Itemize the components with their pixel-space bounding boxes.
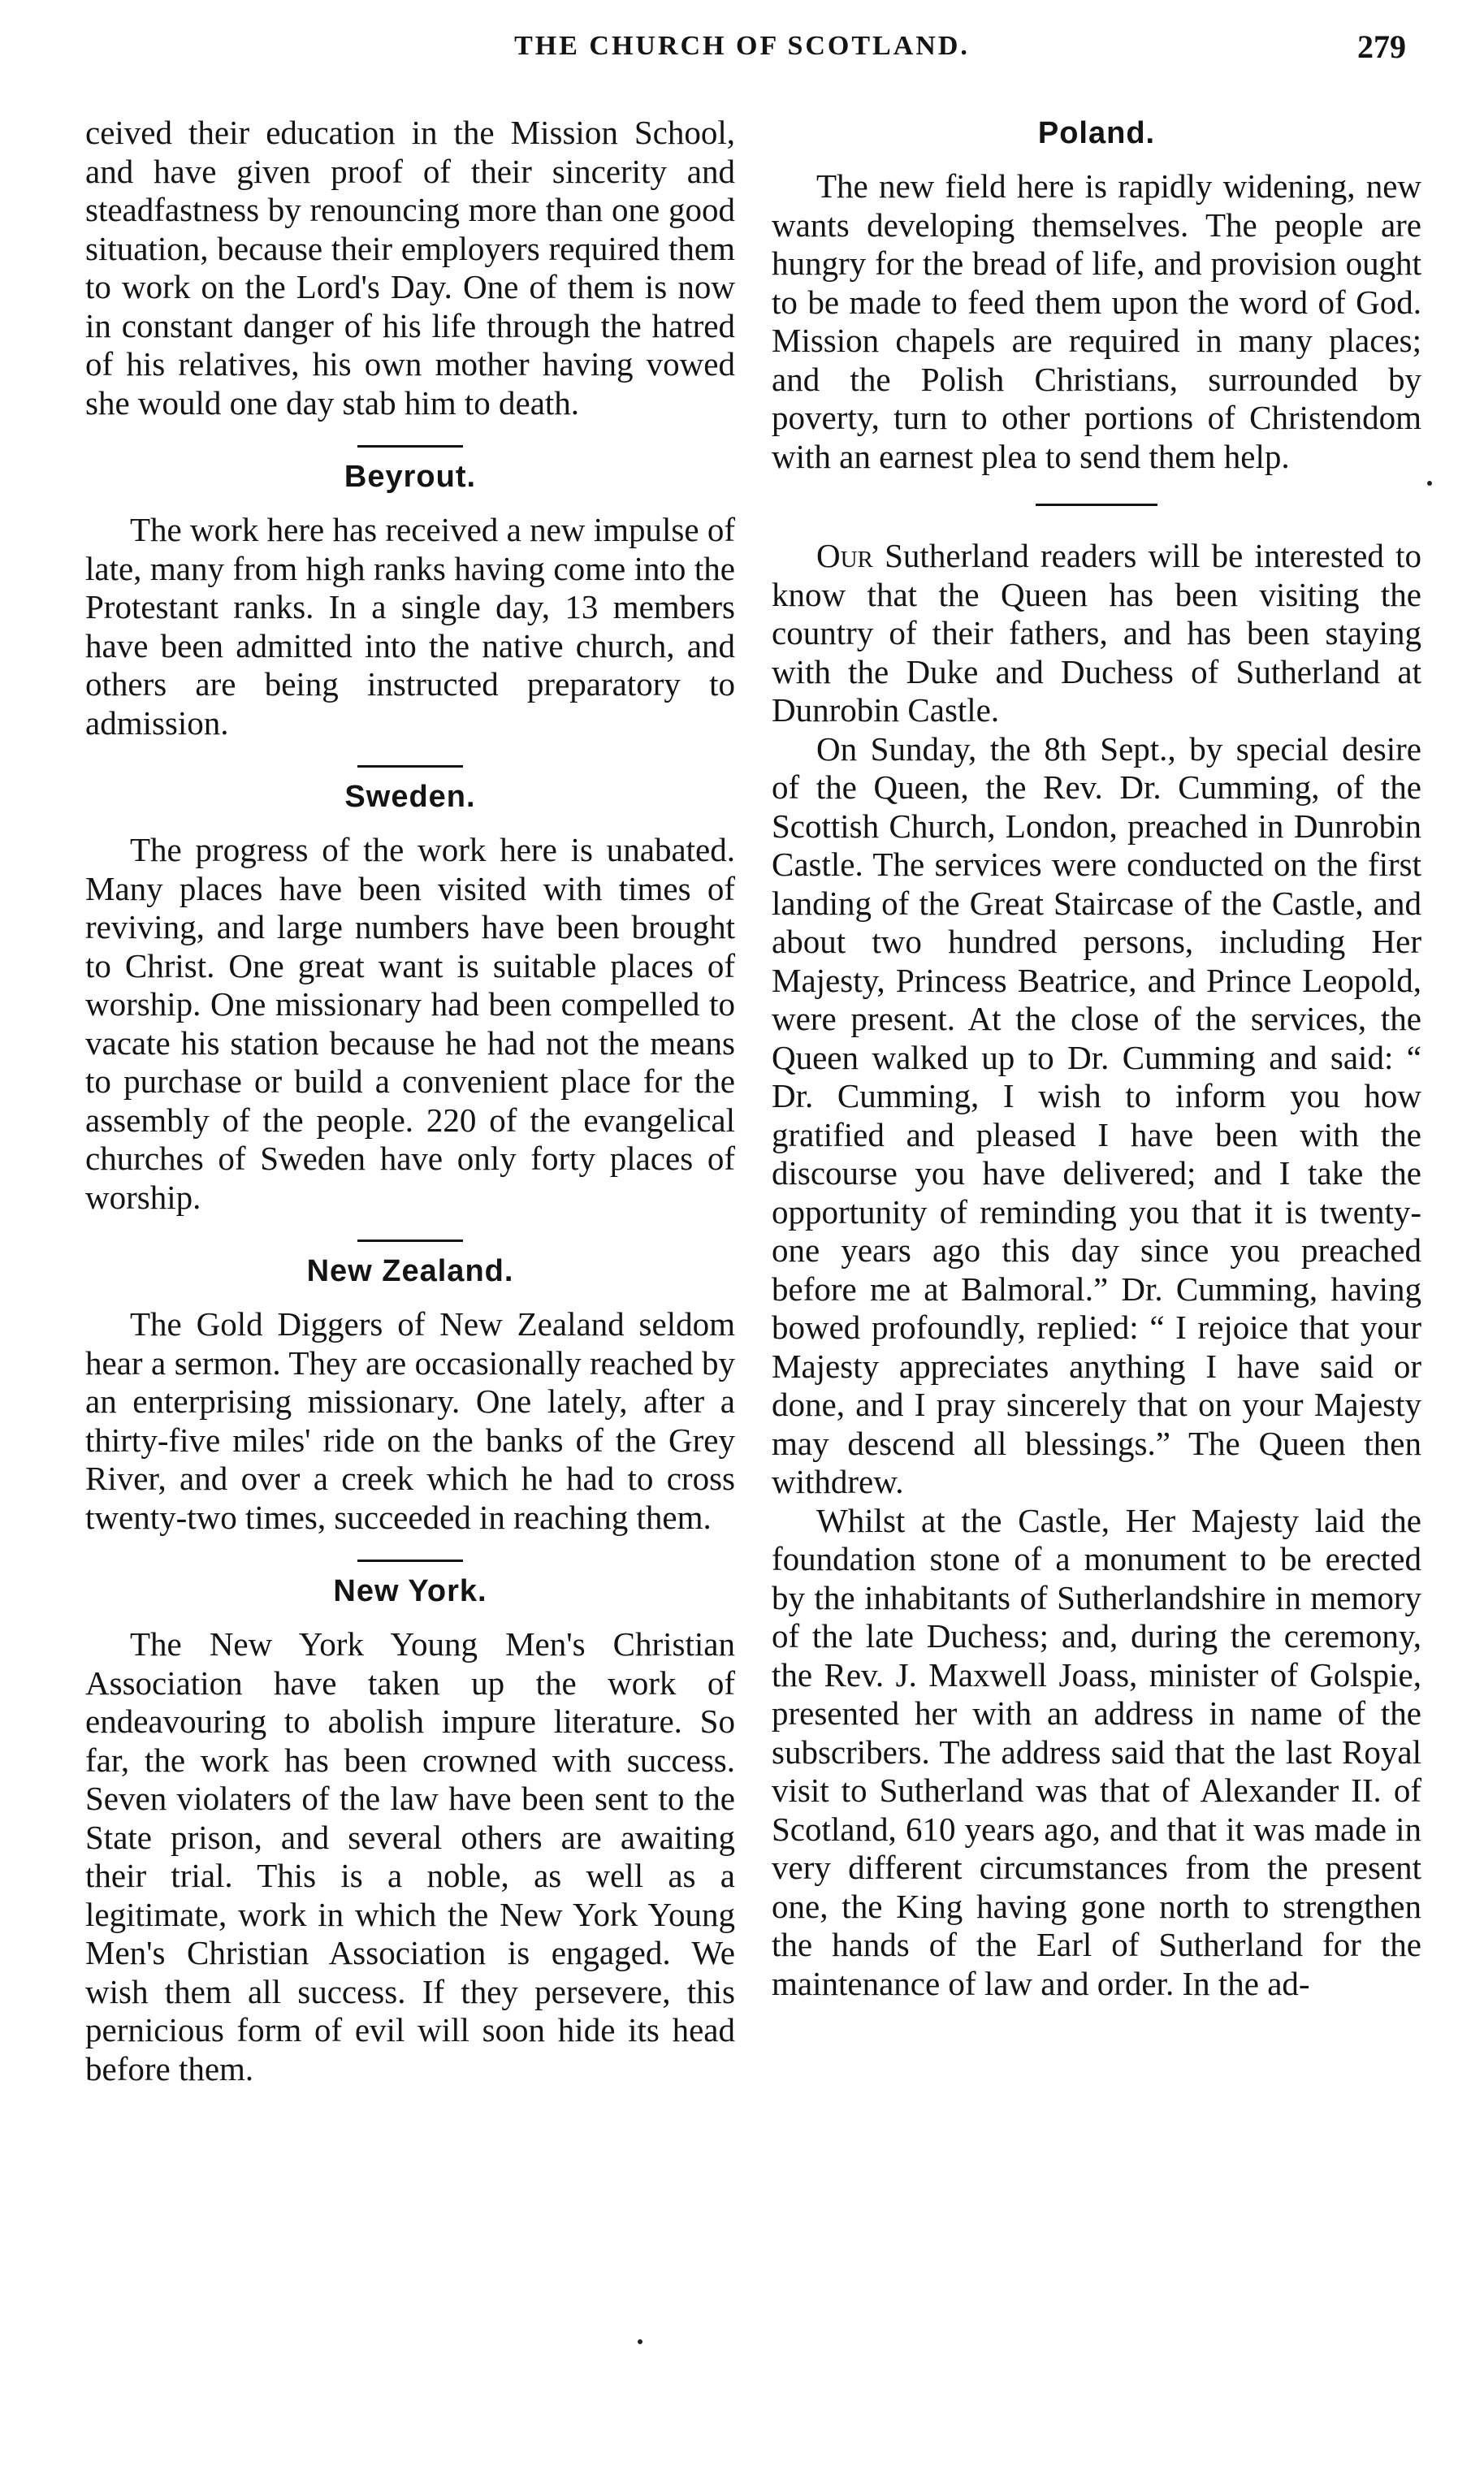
right-column <box>772 114 1421 2003</box>
queen-visit-text: Sutherland readers will be interested to know that the Queen has been visiting the country of their fathers, and has been staying with the Duke and Duchess of Sutherland at Dunrobin Castle. <box>772 537 1421 729</box>
section-heading-new-zealand: New Zealand. <box>306 1254 514 1288</box>
section-divider <box>357 1239 463 1242</box>
print-speck <box>638 2339 642 2344</box>
sweden-paragraph: The progress of the work here is unabated. Many places have been visited with times of reviving, and large numbers have been brought to Christ. One great want is suitable places of worship. One missionary had been compelled to vacate his station because he had not the means to purchase or build a convenient place for the assembly of the people. 220 of the evangelical churches of Sweden have only forty places of worship. <box>85 831 735 1216</box>
section-heading-new-york: New York. <box>333 1574 487 1608</box>
section-divider <box>357 1560 463 1562</box>
section-heading-beyrout: Beyrout. <box>344 460 477 494</box>
poland-paragraph: The new field here is rapidly widening, new wants developing themselves. The people are hungry for the bread of life, and provision ought to be made to feed them upon the word of God. Mission chapels are required in many places; and the Polish Christians, surrounded by poverty, turn to other portions of Christendom with an earnest plea to send them help. <box>772 167 1421 475</box>
article-divider <box>1036 504 1157 506</box>
new-york-paragraph: The New York Young Men's Christian Association have taken up the work of endeavouring to abolish impure literature. So far, the work has been crowned with success. Seven violaters of the law have been sent to the State prison, and several others are awaiting their trial. This is a noble, as well as a legitimate, work in which the New York Young Men's Christian Association is engaged. We wish them all success. If they persevere, this pernicious form of evil will soon hide its head before them. <box>85 1625 735 2087</box>
queen-visit-paragraph <box>772 537 1421 730</box>
section-heading-poland: Poland. <box>1037 116 1156 150</box>
print-speck <box>1427 481 1432 486</box>
page-number: 279 <box>1357 28 1406 65</box>
left-column <box>85 114 735 2088</box>
foundation-stone-paragraph: Whilst at the Castle, Her Majesty laid the foundation stone of a monument to be erected by the inhabitants of Sutherlandshire in memory of the late Duchess; and, during the ceremony, the Rev. J. Maxwell Joass, minister of Golspie, presented her with an address in name of the subscribers. The address said that the last Royal visit to Sutherland was that of Alexander II. of Scotland, 610 years ago, and that it was made in very different circumstances from the present one, the King having gone north to strengthen the hands of the Earl of Sutherland for the maintenance of law and order. In the ad- <box>772 1501 1421 2002</box>
running-header: THE CHURCH OF SCOTLAND. <box>514 31 970 61</box>
section-divider <box>357 445 463 448</box>
section-divider <box>357 765 463 768</box>
dunrobin-sermon-paragraph: On Sunday, the 8th Sept., by special desire of the Queen, the Rev. Dr. Cumming, of the Scottish Church, London, preached in Dunrobin Castle. The services were conducted on the first landing of the Great Staircase of the Castle, and about two hundred persons, including Her Majesty, Princess Beatrice, and Prince Leopold, were present. At the close of the services, the Queen walked up to Dr. Cumming and said: “ Dr. Cumming, I wish to inform you how gratified and pleased I have been with the discourse you have delivered; and I take the opportunity of reminding you that it is twenty-one years ago this day since you preached before me at Balmoral.” Dr. Cumming, having bowed profoundly, replied: “ I rejoice that your Majesty appreciates anything I have said or done, and I pray sincerely that on your Majesty may descend all blessings.” The Queen then withdrew. <box>772 729 1421 1500</box>
section-heading-sweden: Sweden. <box>344 780 476 814</box>
beyrout-paragraph: The work here has received a new impulse of late, many from high ranks having come into the Protestant ranks. In a single day, 13 members have been admitted into the native church, and others are being instructed preparatory to admission. <box>85 511 735 742</box>
continuation-paragraph: ceived their education in the Mission School, and have given proof of their sincerity and steadfastness by renouncing more than one good situation, because their employers required them to work on the Lord's Day. One of them is now in constant danger of his life through the hatred of his relatives, his own mother having vowed she would one day stab him to death. <box>85 114 735 422</box>
new-zealand-paragraph: The Gold Diggers of New Zealand seldom hear a sermon. They are occasionally reached by an enterprising missionary. One lately, after a thirty-five miles' ride on the banks of the Grey River, and over a creek which he had to cross twenty-two times, succeeded in reaching them. <box>85 1305 735 1536</box>
drop-lead-word: Our <box>816 537 873 574</box>
